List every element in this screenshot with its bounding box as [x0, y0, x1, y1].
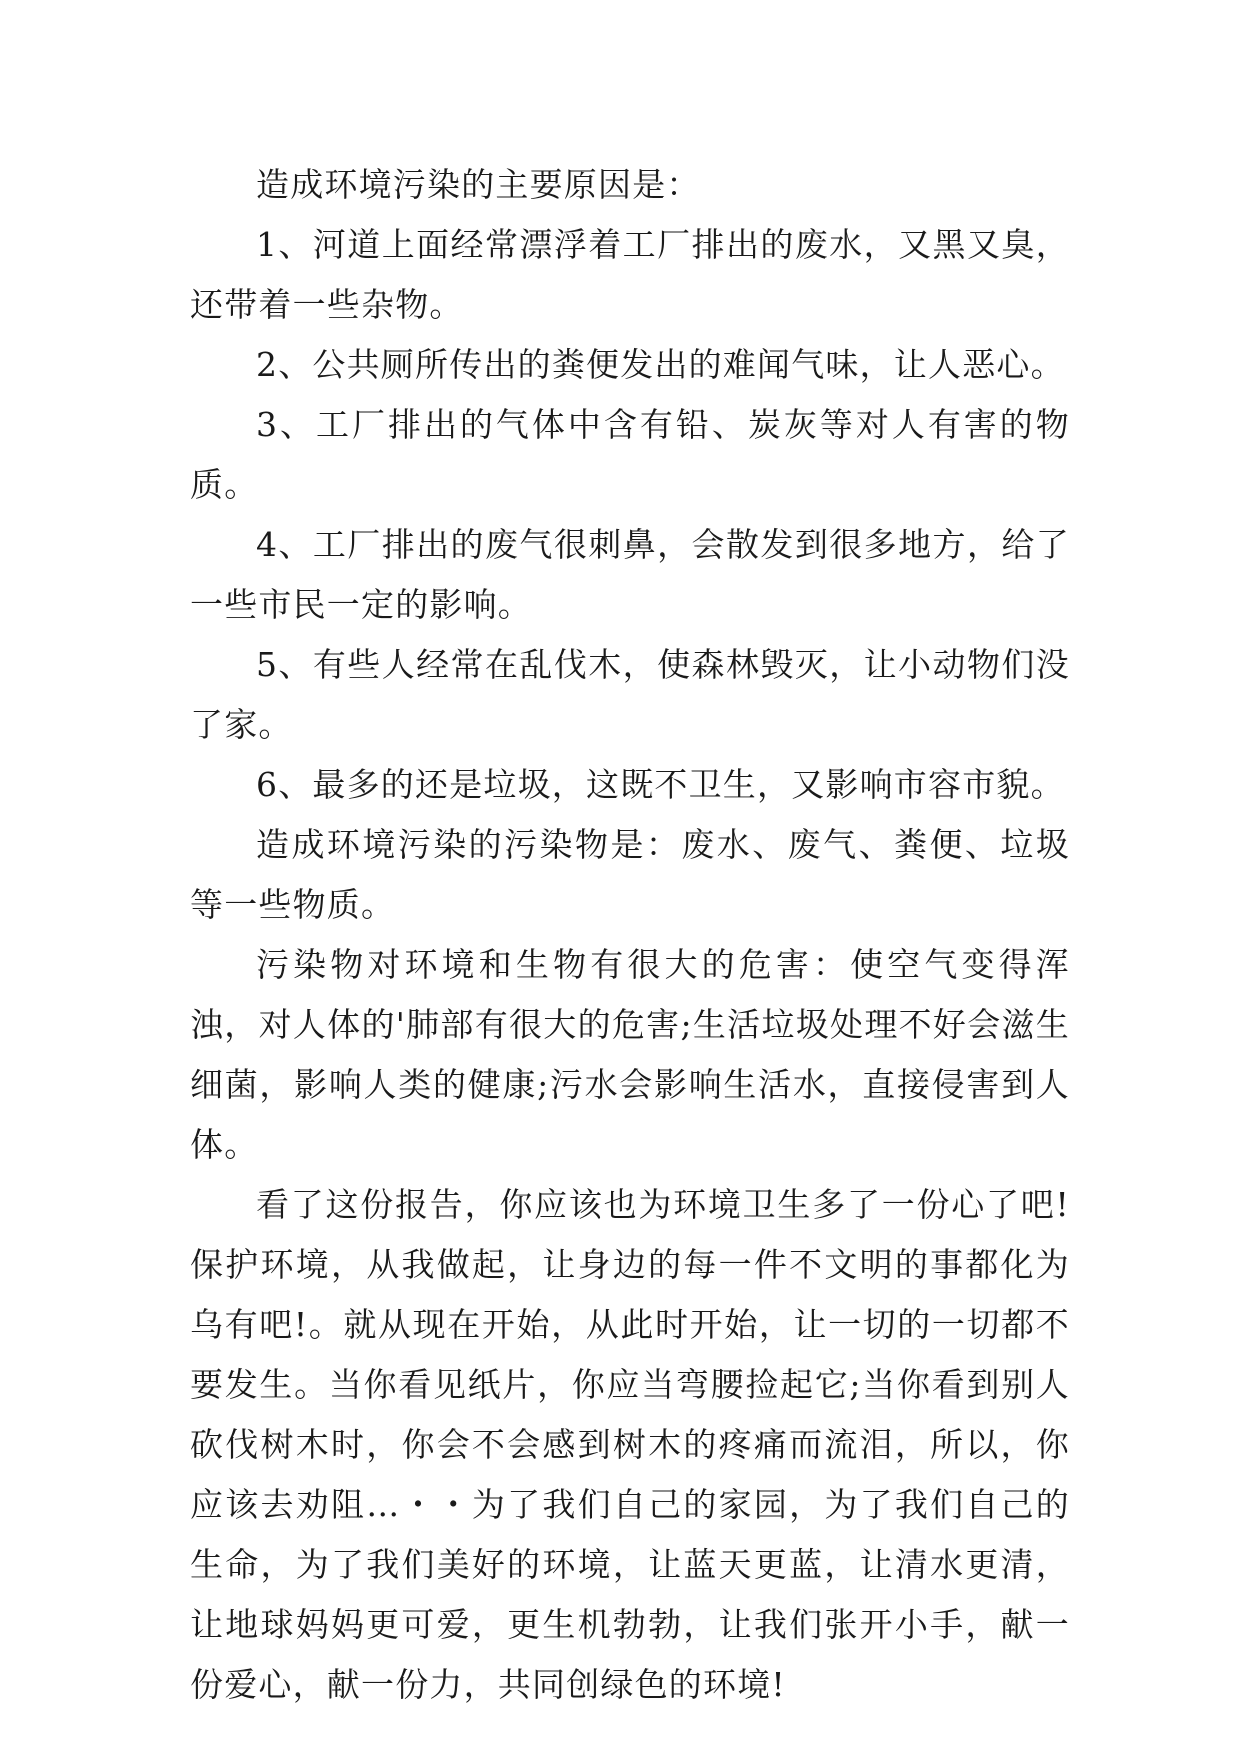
paragraph-harm: 污染物对环境和生物有很大的危害：使空气变得浑浊，对人体的'肺部有很大的危害;生活垃圾处理不好会滋生细菌，影响人类的健康;污水会影响生活水，直接侵害到人体。 [190, 945, 1070, 1164]
paragraph-cause-5: 5、有些人经常在乱伐木，使森林毁灭，让小动物们没了家。 [190, 645, 1070, 744]
paragraph-causes-heading: 造成环境污染的主要原因是： [256, 165, 701, 204]
paragraph-cause-6: 6、最多的还是垃圾，这既不卫生，又影响市容市貌。 [256, 765, 1065, 804]
document-body [190, 155, 1070, 1715]
paragraph-pollutants: 造成环境污染的污染物是：废水、废气、粪便、垃圾等一些物质。 [190, 825, 1070, 924]
paragraph-cause-2: 2、公共厕所传出的粪便发出的难闻气味，让人恶心。 [256, 345, 1065, 384]
paragraph-cause-4: 4、工厂排出的废气很刺鼻，会散发到很多地方，给了一些市民一定的影响。 [190, 525, 1070, 624]
paragraph-cause-3: 3、工厂排出的气体中含有铅、炭灰等对人有害的物质。 [190, 405, 1070, 504]
paragraph-conclusion: 看了这份报告，你应该也为环境卫生多了一份心了吧!保护环境，从我做起，让身边的每一件不文明的事都化为乌有吧!。就从现在开始，从此时开始，让一切的一切都不要发生。当你看见纸片，你应当弯腰捡起它;当你看到别人砍伐树木时，你会不会感到树木的疼痛而流泪，所以，你应该去劝阻…・・为了我们自己的家园，为了我们自己的生命，为了我们美好的环境，让蓝天更蓝，让清水更清，让地球妈妈更可爱，更生机勃勃，让我们张开小手，献一份爱心，献一份力，共同创绿色的环境! [190, 1185, 1070, 1704]
paragraph-cause-1: 1、河道上面经常漂浮着工厂排出的废水，又黑又臭，还带着一些杂物。 [190, 225, 1070, 324]
